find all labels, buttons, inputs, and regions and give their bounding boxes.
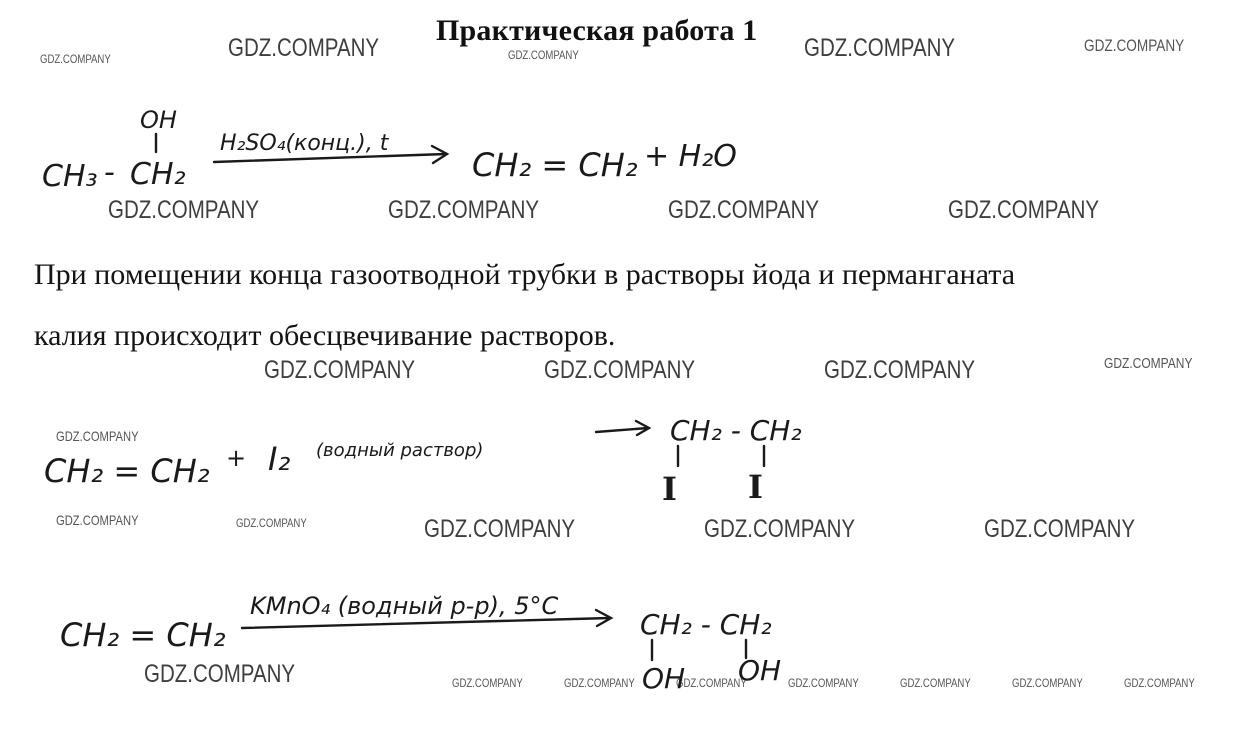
watermark: GDZ.COMPANY xyxy=(228,34,380,62)
eq1-oh-group: OH xyxy=(140,106,177,134)
watermark: GDZ.COMPANY xyxy=(452,676,523,690)
watermark: GDZ.COMPANY xyxy=(56,428,139,444)
eq3-oh-right: OH xyxy=(738,654,782,687)
watermark: GDZ.COMPANY xyxy=(1104,355,1193,372)
watermark: GDZ.COMPANY xyxy=(264,356,416,384)
watermark: GDZ.COMPANY xyxy=(56,512,139,528)
watermark: GDZ.COMPANY xyxy=(1012,676,1083,690)
eq2-iodine-left: I xyxy=(662,470,677,508)
eq2-iodine-right: I xyxy=(748,468,763,506)
watermark: GDZ.COMPANY xyxy=(668,196,820,224)
eq3-reactant: CH₂ = CH₂ xyxy=(60,616,226,654)
eq1-byproduct: + H₂O xyxy=(644,139,737,174)
watermark: GDZ.COMPANY xyxy=(984,515,1136,543)
eq2-reagent: I₂ xyxy=(268,440,291,478)
watermark: GDZ.COMPANY xyxy=(564,676,635,690)
eq3-oh-left: OH xyxy=(642,662,686,695)
eq1-product: CH₂ = CH₂ xyxy=(472,146,638,184)
eq1-reactant-right: CH₂ xyxy=(130,157,186,192)
watermark: GDZ.COMPANY xyxy=(1084,36,1185,55)
paragraph-line-1: При помещении конца газоотводной трубки в растворы йода и перманганата xyxy=(34,258,1016,291)
watermark: GDZ.COMPANY xyxy=(900,676,971,690)
paragraph-line-2: калия происходит обесцвечивание растворов. xyxy=(34,319,616,352)
watermark: GDZ.COMPANY xyxy=(1124,676,1195,690)
page-title: Практическая работа 1 xyxy=(436,14,758,47)
watermark: GDZ.COMPANY xyxy=(236,516,307,530)
watermark: GDZ.COMPANY xyxy=(40,52,111,66)
eq1-reactant-dash: - xyxy=(104,155,115,190)
eq2-product: CH₂ - CH₂ xyxy=(670,414,802,447)
eq3-product: CH₂ - CH₂ xyxy=(640,608,772,641)
eq2-reagent-note: (водный раствор) xyxy=(316,440,484,461)
watermark: GDZ.COMPANY xyxy=(144,660,296,688)
eq1-reactant-left: CH₃ xyxy=(42,159,98,194)
watermark: GDZ.COMPANY xyxy=(948,196,1100,224)
watermark: GDZ.COMPANY xyxy=(704,515,856,543)
eq1-condition: H₂SO₄(конц.), t xyxy=(220,131,389,156)
eq2-reactant: CH₂ = CH₂ xyxy=(44,452,210,490)
watermark: GDZ.COMPANY xyxy=(676,676,747,690)
watermark: GDZ.COMPANY xyxy=(824,356,976,384)
watermark: GDZ.COMPANY xyxy=(388,196,540,224)
eq2-plus: + xyxy=(226,444,247,472)
watermark: GDZ.COMPANY xyxy=(544,356,696,384)
watermark: GDZ.COMPANY xyxy=(788,676,859,690)
eq3-condition: KMnO₄ (водный р-р), 5°C xyxy=(250,592,559,620)
watermark: GDZ.COMPANY xyxy=(804,34,956,62)
watermark: GDZ.COMPANY xyxy=(424,515,576,543)
watermark: GDZ.COMPANY xyxy=(108,196,260,224)
watermark: GDZ.COMPANY xyxy=(508,48,579,62)
